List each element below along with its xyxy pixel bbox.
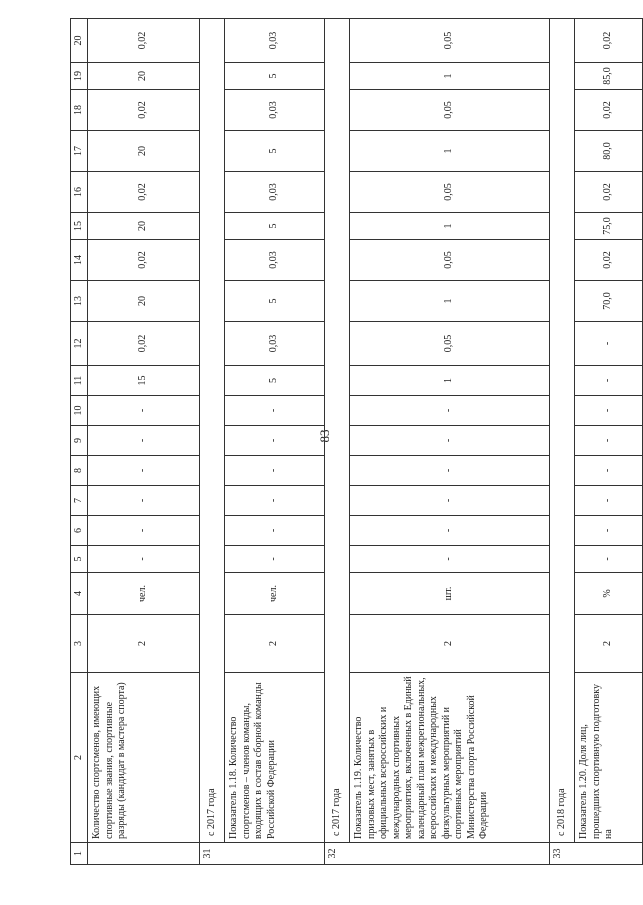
section-label: с 2018 года bbox=[550, 19, 575, 843]
value-cell-col14: 0,02 bbox=[575, 240, 643, 281]
column-header-12: 12 bbox=[71, 322, 88, 366]
value-cell-col5: - bbox=[225, 546, 325, 573]
value-cell-col6: - bbox=[225, 516, 325, 546]
value-cell-col13: 5 bbox=[225, 281, 325, 322]
value-cell-col3: 2 bbox=[225, 615, 325, 673]
column-header-9: 9 bbox=[71, 426, 88, 456]
row-number: 33 bbox=[550, 843, 643, 865]
table-row bbox=[350, 19, 550, 865]
column-header-11: 11 bbox=[71, 366, 88, 396]
column-header-19: 19 bbox=[71, 63, 88, 90]
value-cell-col19: 5 bbox=[225, 63, 325, 90]
value-cell-col13: 20 bbox=[88, 281, 200, 322]
value-cell-col15: 20 bbox=[88, 213, 200, 240]
value-cell-col12: 0,03 bbox=[225, 322, 325, 366]
value-cell-col14: 0,03 bbox=[225, 240, 325, 281]
value-cell-col8: - bbox=[225, 456, 325, 486]
value-cell-col9: - bbox=[575, 426, 643, 456]
row-number bbox=[88, 843, 200, 865]
section-row bbox=[550, 19, 575, 865]
value-cell-col17: 1 bbox=[350, 131, 550, 172]
value-cell-col13: 70,0 bbox=[575, 281, 643, 322]
column-header-8: 8 bbox=[71, 456, 88, 486]
value-cell-col15: 75,0 bbox=[575, 213, 643, 240]
value-cell-col6: - bbox=[350, 516, 550, 546]
table-rotator bbox=[70, 18, 614, 865]
value-cell-col5: - bbox=[575, 546, 643, 573]
value-cell-col4: шт. bbox=[350, 573, 550, 615]
value-cell-col8: - bbox=[88, 456, 200, 486]
section-label: с 2017 года bbox=[200, 19, 225, 843]
value-cell-col10: - bbox=[575, 396, 643, 426]
value-cell-col7: - bbox=[88, 486, 200, 516]
indicator-description: Показатель 1.18. Количество спортсменов – членов команды, входящих в состав сборной команды Российской Федерации bbox=[225, 673, 325, 843]
row-number: 31 bbox=[200, 843, 325, 865]
value-cell-col10: - bbox=[88, 396, 200, 426]
section-row bbox=[200, 19, 225, 865]
value-cell-col18: 0,03 bbox=[225, 90, 325, 131]
value-cell-col8: - bbox=[575, 456, 643, 486]
value-cell-col17: 5 bbox=[225, 131, 325, 172]
column-header-5: 5 bbox=[71, 546, 88, 573]
table-row bbox=[88, 19, 200, 865]
value-cell-col8: - bbox=[350, 456, 550, 486]
column-header-13: 13 bbox=[71, 281, 88, 322]
indicator-description: Показатель 1.19. Количество призовых мест, занятых в официальных всероссийских и международных спортивных мероприятиях, включенных в Единый календарный план межрегиональных, всероссийских и международных физкультурных мероприятий и спортивных мероприятий Министерства спорта Российской Федерации bbox=[350, 673, 550, 843]
column-header-3: 3 bbox=[71, 615, 88, 673]
value-cell-col3: 2 bbox=[575, 615, 643, 673]
indicator-description: Количество спортсменов, имеющих спортивные звания, спортивные разряды (кандидат в мастера спорта) bbox=[88, 673, 200, 843]
section-label: с 2017 года bbox=[325, 19, 350, 843]
value-cell-col9: - bbox=[88, 426, 200, 456]
column-header-18: 18 bbox=[71, 90, 88, 131]
value-cell-col18: 0,02 bbox=[88, 90, 200, 131]
value-cell-col9: - bbox=[225, 426, 325, 456]
value-cell-col4: чел. bbox=[88, 573, 200, 615]
column-header-7: 7 bbox=[71, 486, 88, 516]
value-cell-col11: 15 bbox=[88, 366, 200, 396]
value-cell-col7: - bbox=[350, 486, 550, 516]
value-cell-col9: - bbox=[350, 426, 550, 456]
page-number: 83 bbox=[317, 429, 332, 443]
value-cell-col20: 0,02 bbox=[88, 19, 200, 63]
value-cell-col5: - bbox=[350, 546, 550, 573]
row-number: 32 bbox=[325, 843, 550, 865]
value-cell-col16: 0,02 bbox=[575, 172, 643, 213]
value-cell-col3: 2 bbox=[350, 615, 550, 673]
value-cell-col18: 0,02 bbox=[575, 90, 643, 131]
value-cell-col20: 0,02 bbox=[575, 19, 643, 63]
table-header-row bbox=[71, 19, 88, 865]
indicators-table bbox=[70, 18, 643, 865]
value-cell-col13: 1 bbox=[350, 281, 550, 322]
table-row bbox=[225, 19, 325, 865]
value-cell-col11: 5 bbox=[225, 366, 325, 396]
column-header-4: 4 bbox=[71, 573, 88, 615]
value-cell-col12: - bbox=[575, 322, 643, 366]
value-cell-col10: - bbox=[225, 396, 325, 426]
value-cell-col12: 0,02 bbox=[88, 322, 200, 366]
value-cell-col11: - bbox=[575, 366, 643, 396]
value-cell-col17: 80,0 bbox=[575, 131, 643, 172]
value-cell-col16: 0,02 bbox=[88, 172, 200, 213]
value-cell-col7: - bbox=[225, 486, 325, 516]
value-cell-col16: 0,05 bbox=[350, 172, 550, 213]
value-cell-col12: 0,05 bbox=[350, 322, 550, 366]
value-cell-col20: 0,05 bbox=[350, 19, 550, 63]
column-header-15: 15 bbox=[71, 213, 88, 240]
value-cell-col3: 2 bbox=[88, 615, 200, 673]
value-cell-col14: 0,02 bbox=[88, 240, 200, 281]
value-cell-col5: - bbox=[88, 546, 200, 573]
value-cell-col19: 20 bbox=[88, 63, 200, 90]
value-cell-col7: - bbox=[575, 486, 643, 516]
column-header-10: 10 bbox=[71, 396, 88, 426]
column-header-1: 1 bbox=[71, 843, 88, 865]
column-header-2: 2 bbox=[71, 673, 88, 843]
value-cell-col20: 0,03 bbox=[225, 19, 325, 63]
column-header-6: 6 bbox=[71, 516, 88, 546]
value-cell-col16: 0,03 bbox=[225, 172, 325, 213]
value-cell-col11: 1 bbox=[350, 366, 550, 396]
column-header-17: 17 bbox=[71, 131, 88, 172]
value-cell-col4: чел. bbox=[225, 573, 325, 615]
column-header-20: 20 bbox=[71, 19, 88, 63]
table-row bbox=[575, 19, 643, 865]
value-cell-col6: - bbox=[575, 516, 643, 546]
column-header-16: 16 bbox=[71, 172, 88, 213]
value-cell-col15: 1 bbox=[350, 213, 550, 240]
value-cell-col15: 5 bbox=[225, 213, 325, 240]
indicator-description: Показатель 1.20. Доля лиц, прошедших спортивную подготовку на bbox=[575, 673, 643, 843]
value-cell-col18: 0,05 bbox=[350, 90, 550, 131]
column-header-14: 14 bbox=[71, 240, 88, 281]
value-cell-col14: 0,05 bbox=[350, 240, 550, 281]
rotated-table-area bbox=[70, 18, 614, 865]
value-cell-col10: - bbox=[350, 396, 550, 426]
value-cell-col17: 20 bbox=[88, 131, 200, 172]
value-cell-col4: % bbox=[575, 573, 643, 615]
value-cell-col19: 85,0 bbox=[575, 63, 643, 90]
value-cell-col19: 1 bbox=[350, 63, 550, 90]
value-cell-col6: - bbox=[88, 516, 200, 546]
section-row bbox=[325, 19, 350, 865]
